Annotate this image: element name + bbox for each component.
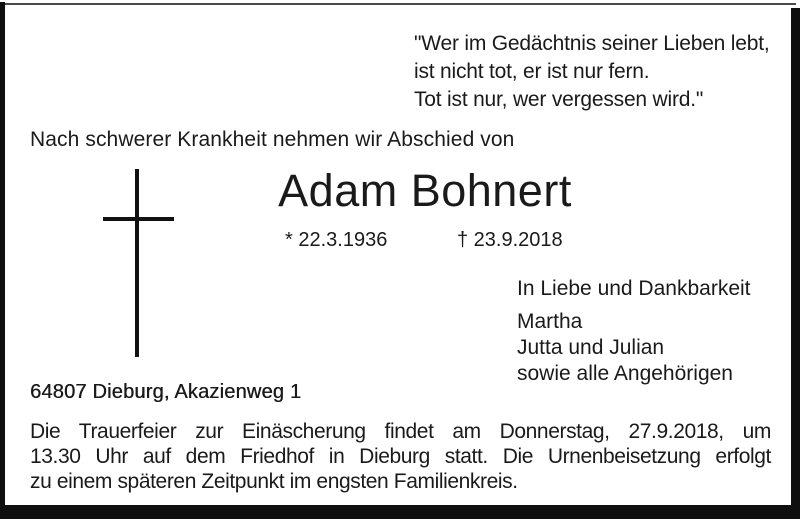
intro-line: Nach schwerer Krankheit nehmen wir Abschied von <box>30 128 515 151</box>
funeral-line-2: 13.30 Uhr auf dem Friedhof in Dieburg statt. Die Urnenbeisetzung erfolgt <box>30 445 771 468</box>
mourners-block <box>517 276 751 387</box>
address-line: 64807 Dieburg, Akazienweg 1 <box>30 381 302 403</box>
funeral-line-3: zu einem späteren Zeitpunkt im engsten Familienkreis. <box>30 470 518 493</box>
frame-border-right <box>791 8 800 519</box>
memorial-quote <box>414 30 769 114</box>
quote-line-3: Tot ist nur, wer vergessen wird." <box>414 88 704 111</box>
mourner-name-3: sowie alle Angehörigen <box>517 362 733 385</box>
mourners-lead: In Liebe und Dankbarkeit <box>517 277 751 300</box>
frame-border-left <box>0 2 5 519</box>
funeral-line-1: Die Trauerfeier zur Einäscherung findet am Donnerstag, 27.9.2018, um <box>30 420 771 443</box>
frame-border-top <box>0 3 796 5</box>
cross-horizontal-bar <box>103 217 174 221</box>
birth-date: * 22.3.1936 <box>285 229 388 251</box>
deceased-name: Adam Bohnert <box>278 165 572 216</box>
quote-line-2: ist nicht tot, er ist nur fern. <box>414 60 650 83</box>
death-date: † 23.9.2018 <box>457 229 563 251</box>
frame-border-bottom <box>0 505 800 519</box>
mourner-name-2: Jutta und Julian <box>517 336 665 359</box>
funeral-details <box>30 419 771 494</box>
mourner-name-1: Martha <box>517 310 583 333</box>
quote-line-1: "Wer im Gedächtnis seiner Lieben lebt, <box>414 32 770 55</box>
cross-vertical-bar <box>135 169 139 357</box>
